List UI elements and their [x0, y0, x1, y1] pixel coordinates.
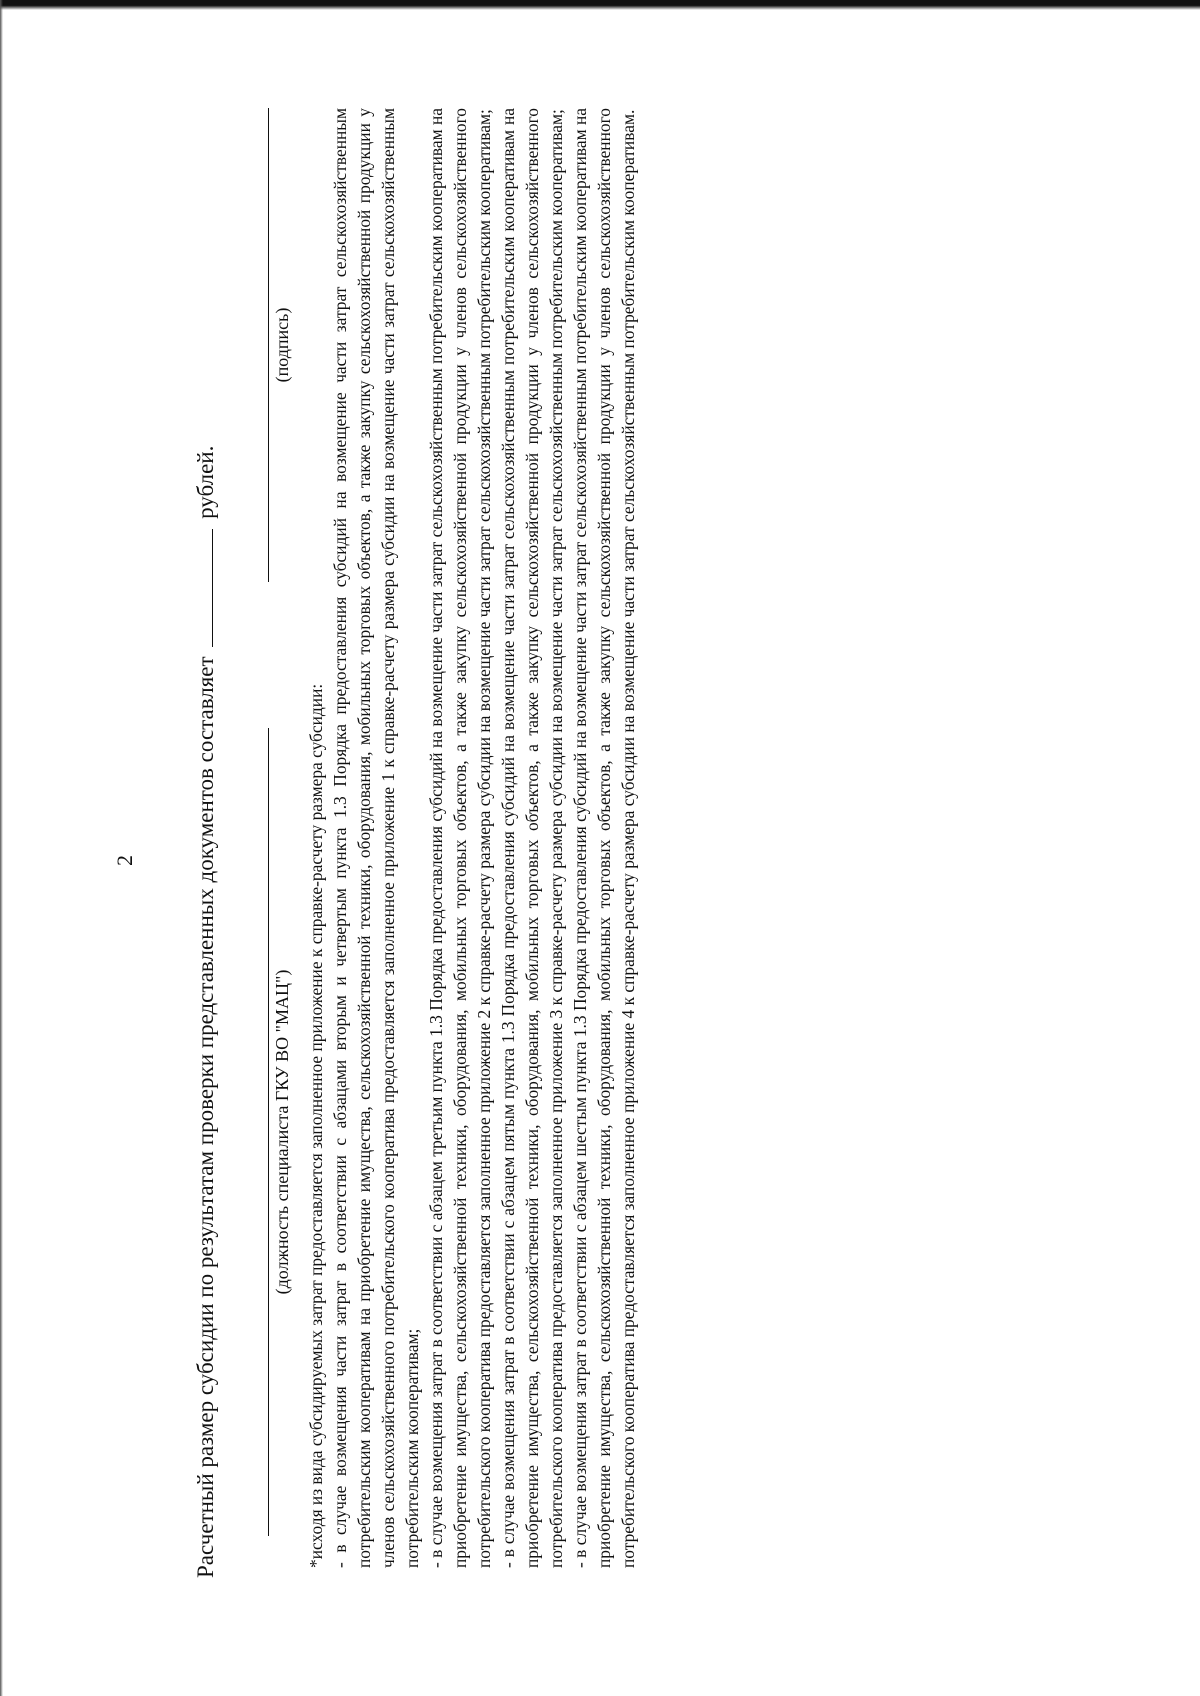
- footnote-intro: *исходя из вида субсидируемых затрат предоставляется заполненное приложение к справке-расчету размера субсидии:: [306, 683, 326, 1568]
- footnote-case-appendix-4: - в случае возмещения затрат в соответствии с абзацем шестым пункта 1.3 Порядка предоставления субсидий на возмещение части затрат сельскохозяйственным потребительским кооперативам на приобретение имущества, сельскохозяйственной техники, оборудования, мобильных торговых объектов, а также закупку сельскохозяйственной продукции у членов сельскохозяйственного потребительского кооператива предоставляется заполненное приложение 4 к справке-расчету размера субсидии на возмещение части затрат сельскохозяйственным потребительским кооперативам.: [570, 108, 638, 1568]
- calc-statement-prefix: Расчетный размер субсидии по результатам проверки представленных документов составляет: [193, 656, 218, 1578]
- signature-caption: (подпись): [272, 307, 292, 383]
- page-number: 2: [112, 855, 137, 866]
- scan-edge-left: [0, 0, 3, 1696]
- position-signature-line: [268, 728, 269, 1536]
- footnote-case-appendix-3: - в случае возмещения затрат в соответствии с абзацем пятым пункта 1.3 Порядка предоставления субсидий на возмещение части затрат сельскохозяйственным потребительским кооперативам на приобретение имущества, сельскохозяйственной техники, оборудования, мобильных торговых объектов, а также закупку сельскохозяйственной продукции у членов сельскохозяйственного потребительского кооператива предоставляется заполненное приложение 3 к справке-расчету размера субсидии на возмещение части затрат сельскохозяйственным потребительским кооперативам;: [498, 108, 566, 1568]
- scan-edge-top: [0, 0, 1200, 10]
- footnote-case-appendix-2: - в случае возмещения затрат в соответствии с абзацем третьим пункта 1.3 Порядка предоставления субсидий на возмещение части затрат сельскохозяйственным потребительским кооперативам на приобретение имущества, сельскохозяйственной техники, оборудования, мобильных торговых объектов, а также закупку сельскохозяйственной продукции у членов сельскохозяйственного потребительского кооператива предоставляется заполненное приложение 2 к справке-расчету размера субсидии на возмещение части затрат сельскохозяйственным потребительским кооперативам;: [426, 108, 494, 1568]
- footnote-case-appendix-1: - в случае возмещения части затрат в соответствии с абзацами вторым и четвертым пункта 1.3 Порядка предоставления субсидий на возмещение части затрат сельскохозяйственным потребительским кооперативам на приобретение имущества, сельскохозяйственной техники, оборудования, мобильных торговых объектов, а также закупку сельскохозяйственной продукции у членов сельскохозяйственного потребительского кооператива предоставляется заполненное приложение 1 к справке-расчету размера субсидии на возмещение части затрат сельскохозяйственным потребительским кооперативам;: [330, 108, 422, 1568]
- rotated-document-sheet: [90, 88, 1110, 1608]
- footnotes-block: [304, 108, 640, 1568]
- position-caption: (должность специалиста ГКУ ВО "МАЦ"): [272, 969, 292, 1295]
- calc-statement-suffix: рублей.: [193, 445, 218, 519]
- signature-line: [268, 108, 269, 582]
- amount-blank-line: [192, 529, 213, 647]
- calculated-subsidy-statement: [192, 108, 219, 1578]
